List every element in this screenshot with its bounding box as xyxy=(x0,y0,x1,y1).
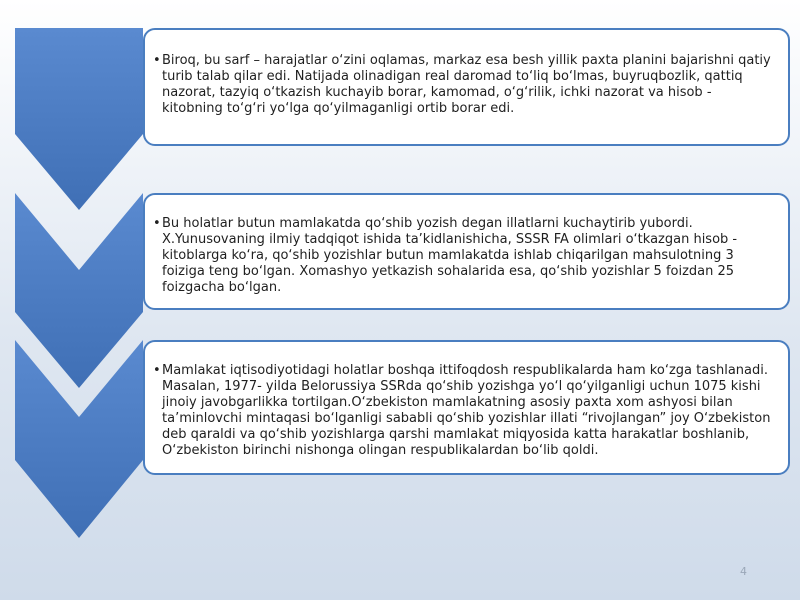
bullet-3: • xyxy=(153,363,161,378)
box-2-paragraph xyxy=(153,216,776,296)
box-2-text: Bu holatlar butun mamlakatda qo‘shib yozish degan illatlarni kuchaytirib yubordi. X.Yunusovaning ilmiy tadqiqot ishida ta’kidlanishicha, SSSR FA olimlari o‘tkazgan hisob - kitoblarga ko‘ra, qo‘shib yozishlar butun mamlakatda ishlab chiqarilgan mahsulotning 3 foiziga teng bo‘lgan. Xomashyo yetkazish sohalarida esa, qo‘shib yozishlar 5 foizdan 25 foizgacha bo‘lgan. xyxy=(162,216,738,295)
bullet-1: • xyxy=(153,53,161,68)
box-3-paragraph xyxy=(153,363,776,459)
content-box-3 xyxy=(143,340,790,475)
box-1-text: Biroq, bu sarf – harajatlar o‘zini oqlamas, markaz esa besh yillik paxta planini bajarishni qatiy turib talab qilar edi. Natijada olinadigan real daromad to‘liq bo‘lmas, buyruqbozlik, qattiq nazorat, tazyiq o‘tkazish kuchayib borar, kamomad, o‘g‘rilik, ichki nazorat va hisob - kitobning to‘g‘ri yo‘lga qo‘yilmaganligi ortib borar edi. xyxy=(162,53,771,116)
content-box-2 xyxy=(143,193,790,310)
box-3-text: Mamlakat iqtisodiyotidagi holatlar boshqa ittifoqdosh respublikalarda ham ko‘zga tashlanadi. Masalan, 1977- yilda Belorussiya SSRda qo‘shib yozishga yo‘l qo‘yilganligi uchun 1075 kishi jinoiy javobgarlikka tortilgan.O‘zbekiston mamlakatning asosiy paxta xom ashyosi bilan ta’minlovchi mintaqasi bo‘lganligi sababli qo‘shib yozishlar illati “rivojlangan” joy O‘zbekiston deb qaraldi va qo‘shib yozishlarga qarshi mamlakat miqyosida katta harakatlar boshlanib, O‘zbekiston birinchi nishonga olingan respublikalardan bo‘lib qoldi. xyxy=(162,363,771,458)
content-box-1 xyxy=(143,28,790,146)
page-number: 4 xyxy=(740,565,747,578)
bullet-2: • xyxy=(153,216,161,231)
chevron-2 xyxy=(15,193,143,388)
chevron-1 xyxy=(15,28,143,210)
box-1-paragraph xyxy=(153,53,776,117)
